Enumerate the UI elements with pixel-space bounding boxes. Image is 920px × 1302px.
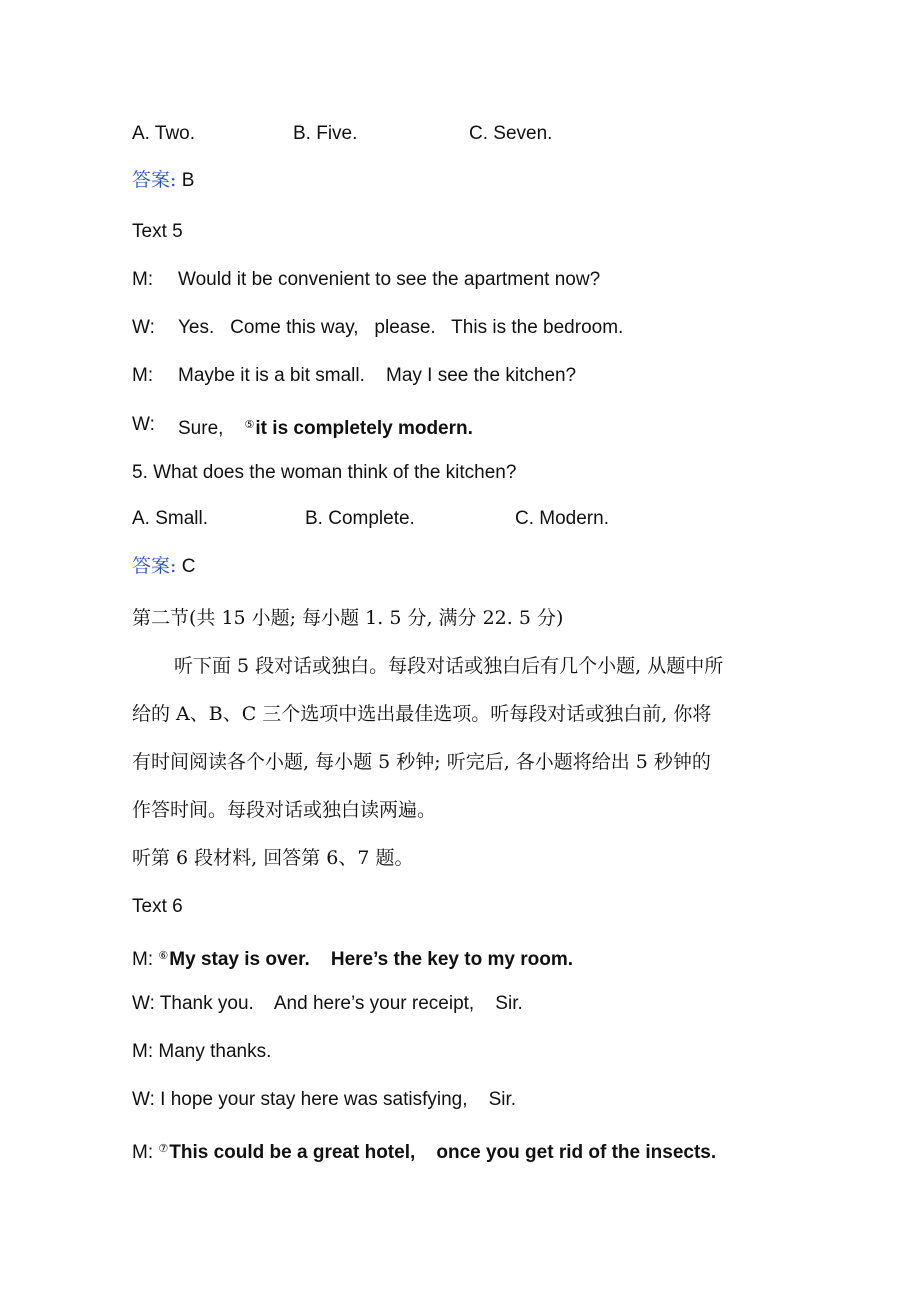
line-text: Many thanks.: [158, 1041, 272, 1062]
speaker: W:: [132, 414, 155, 435]
circled-number-marker: ⑤: [244, 419, 255, 431]
dialogue-line: [132, 412, 473, 439]
listen-instruction: 听第 6 段材料, 回答第 6、7 题。: [132, 847, 414, 869]
line-text: Would it be convenient to see the apartment now?: [178, 269, 601, 290]
answer-value: C: [181, 556, 196, 577]
speaker: M:: [132, 365, 154, 386]
answer-value: B: [181, 170, 195, 191]
speaker: M:: [132, 1142, 159, 1163]
line-text: Maybe it is a bit small. May I see the kitchen?: [178, 365, 577, 386]
circled-number-marker: ⑦: [158, 1143, 169, 1155]
speaker: M:: [132, 1041, 159, 1062]
instruction-line: 作答时间。每段对话或独白读两遍。: [132, 799, 437, 821]
line-plain: Sure,: [178, 418, 245, 439]
speaker: W:: [132, 1089, 161, 1110]
instruction-line: 给的 A、B、C 三个选项中选出最佳选项。听每段对话或独白前, 你将: [132, 703, 712, 725]
dialogue-line: [132, 1136, 716, 1162]
instruction-line: 听下面 5 段对话或独白。每段对话或独白后有几个小题, 从题中所: [174, 655, 724, 677]
speaker: W:: [132, 993, 160, 1014]
line-bold: This could be a great hotel, once you get rid of the insects.: [169, 1142, 717, 1163]
dialogue-line: [132, 315, 624, 341]
q4-option-b: B. Five.: [293, 123, 358, 144]
q5-option-b: B. Complete.: [305, 508, 415, 529]
speaker: W:: [132, 317, 155, 338]
q4-option-a: A. Two.: [132, 123, 196, 144]
q5-option-a: A. Small.: [132, 508, 209, 529]
q4-answer: [132, 167, 194, 193]
text6-title: Text 6: [132, 896, 183, 917]
line-bold: it is completely modern.: [255, 418, 473, 439]
section-heading: 第二节(共 15 小题; 每小题 1. 5 分, 满分 22. 5 分): [132, 607, 564, 629]
line-text: Thank you. And here’s your receipt, Sir.: [159, 993, 523, 1014]
q5-answer: [132, 553, 195, 579]
text5-title: Text 5: [132, 221, 183, 242]
dialogue-line: [132, 1087, 516, 1113]
q5-question: 5. What does the woman think of the kitchen?: [132, 462, 517, 483]
dialogue-line: [132, 1039, 271, 1065]
dialogue-line: [132, 943, 573, 969]
speaker: M:: [132, 949, 159, 970]
dialogue-line: [132, 991, 523, 1017]
line-text: Yes. Come this way, please. This is the bedroom.: [178, 317, 624, 338]
line-bold: My stay is over. Here’s the key to my room.: [169, 949, 574, 970]
dialogue-line: [132, 363, 577, 389]
circled-number-marker: ⑥: [158, 950, 169, 962]
line-text: I hope your stay here was satisfying, Sir.: [160, 1089, 517, 1110]
answer-label: 答案:: [132, 555, 177, 577]
answer-label: 答案:: [132, 169, 177, 191]
q4-option-c: C. Seven.: [469, 123, 553, 144]
dialogue-line: [132, 267, 601, 293]
instruction-line: 有时间阅读各个小题, 每小题 5 秒钟; 听完后, 各小题将给出 5 秒钟的: [132, 751, 711, 773]
speaker: M:: [132, 269, 154, 290]
q5-option-c: C. Modern.: [515, 508, 609, 529]
line-text: [178, 412, 473, 442]
